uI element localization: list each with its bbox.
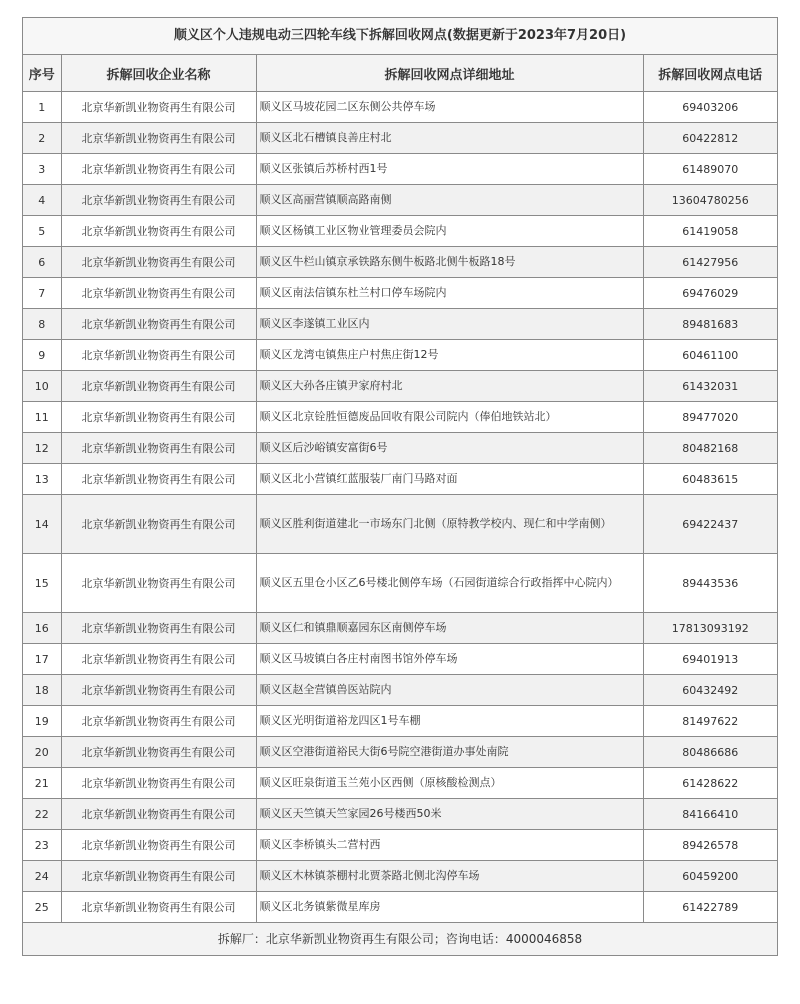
- row-company: 北京华新凯业物资再生有限公司: [61, 799, 256, 830]
- row-address: 顺义区木林镇茶棚村北贾茶路北侧北沟停车场: [256, 861, 643, 892]
- row-company: 北京华新凯业物资再生有限公司: [61, 154, 256, 185]
- row-phone: 69476029: [643, 278, 777, 309]
- row-index: 21: [23, 768, 61, 799]
- table-row: [23, 154, 777, 185]
- table-row: [23, 216, 777, 247]
- row-phone: 60461100: [643, 340, 777, 371]
- row-index: 10: [23, 371, 61, 402]
- row-phone: 69403206: [643, 92, 777, 123]
- row-address: 顺义区马坡花园二区东侧公共停车场: [256, 92, 643, 123]
- row-address: 顺义区龙湾屯镇焦庄户村焦庄街12号: [256, 340, 643, 371]
- row-address: 顺义区北小营镇红蓝服装厂南门马路对面: [256, 464, 643, 495]
- row-index: 6: [23, 247, 61, 278]
- row-phone: 81497622: [643, 706, 777, 737]
- table-row: [23, 464, 777, 495]
- row-address: 顺义区仁和镇鼎顺嘉园东区南侧停车场: [256, 613, 643, 644]
- row-address: 顺义区北石槽镇良善庄村北: [256, 123, 643, 154]
- row-company: 北京华新凯业物资再生有限公司: [61, 433, 256, 464]
- table-row: [23, 644, 777, 675]
- row-company: 北京华新凯业物资再生有限公司: [61, 309, 256, 340]
- table-row: [23, 309, 777, 340]
- row-index: 17: [23, 644, 61, 675]
- row-phone: 89426578: [643, 830, 777, 861]
- row-phone: 61427956: [643, 247, 777, 278]
- row-index: 4: [23, 185, 61, 216]
- row-company: 北京华新凯业物资再生有限公司: [61, 892, 256, 923]
- row-company: 北京华新凯业物资再生有限公司: [61, 340, 256, 371]
- header-company: 拆解回收企业名称: [61, 55, 256, 92]
- row-index: 23: [23, 830, 61, 861]
- row-index: 11: [23, 402, 61, 433]
- row-company: 北京华新凯业物资再生有限公司: [61, 185, 256, 216]
- row-company: 北京华新凯业物资再生有限公司: [61, 706, 256, 737]
- table-row: [23, 402, 777, 433]
- row-address: 顺义区大孙各庄镇尹家府村北: [256, 371, 643, 402]
- row-index: 15: [23, 554, 61, 613]
- table-row: [23, 92, 777, 123]
- row-index: 8: [23, 309, 61, 340]
- row-phone: 13604780256: [643, 185, 777, 216]
- row-company: 北京华新凯业物资再生有限公司: [61, 737, 256, 768]
- row-phone: 60459200: [643, 861, 777, 892]
- table-row: [23, 278, 777, 309]
- recycling-table-document: [22, 17, 778, 956]
- row-company: 北京华新凯业物资再生有限公司: [61, 554, 256, 613]
- row-address: 顺义区马坡镇白各庄村南图书馆外停车场: [256, 644, 643, 675]
- row-index: 19: [23, 706, 61, 737]
- row-phone: 69422437: [643, 495, 777, 554]
- row-company: 北京华新凯业物资再生有限公司: [61, 402, 256, 433]
- table-row: [23, 675, 777, 706]
- row-index: 22: [23, 799, 61, 830]
- row-address: 顺义区杨镇工业区物业管理委员会院内: [256, 216, 643, 247]
- header-address: 拆解回收网点详细地址: [256, 55, 643, 92]
- row-address: 顺义区李桥镇头二营村西: [256, 830, 643, 861]
- row-phone: 80482168: [643, 433, 777, 464]
- row-index: 20: [23, 737, 61, 768]
- table-row: [23, 706, 777, 737]
- row-company: 北京华新凯业物资再生有限公司: [61, 216, 256, 247]
- row-address: 顺义区五里仓小区乙6号楼北侧停车场（石园街道综合行政指挥中心院内）: [256, 554, 643, 613]
- table-row: [23, 830, 777, 861]
- row-phone: 69401913: [643, 644, 777, 675]
- row-address: 顺义区旺泉街道玉兰苑小区西侧（原核酸检测点）: [256, 768, 643, 799]
- row-address: 顺义区高丽营镇顺高路南侧: [256, 185, 643, 216]
- row-company: 北京华新凯业物资再生有限公司: [61, 644, 256, 675]
- table-row: [23, 495, 777, 554]
- row-index: 24: [23, 861, 61, 892]
- row-company: 北京华新凯业物资再生有限公司: [61, 861, 256, 892]
- row-phone: 61432031: [643, 371, 777, 402]
- table-row: [23, 340, 777, 371]
- row-phone: 60483615: [643, 464, 777, 495]
- row-index: 5: [23, 216, 61, 247]
- table-row: [23, 892, 777, 923]
- row-index: 9: [23, 340, 61, 371]
- row-phone: 89443536: [643, 554, 777, 613]
- row-phone: 89481683: [643, 309, 777, 340]
- table-row: [23, 185, 777, 216]
- row-phone: 60432492: [643, 675, 777, 706]
- row-company: 北京华新凯业物资再生有限公司: [61, 830, 256, 861]
- row-index: 16: [23, 613, 61, 644]
- row-phone: 89477020: [643, 402, 777, 433]
- table-row: [23, 371, 777, 402]
- row-index: 12: [23, 433, 61, 464]
- row-company: 北京华新凯业物资再生有限公司: [61, 278, 256, 309]
- table-header-row: [23, 55, 777, 92]
- table-row: [23, 861, 777, 892]
- row-phone: 61422789: [643, 892, 777, 923]
- row-index: 13: [23, 464, 61, 495]
- row-phone: 61489070: [643, 154, 777, 185]
- row-address: 顺义区光明街道裕龙四区1号车棚: [256, 706, 643, 737]
- row-address: 顺义区后沙峪镇安富街6号: [256, 433, 643, 464]
- table-row: [23, 768, 777, 799]
- row-address: 顺义区赵全营镇兽医站院内: [256, 675, 643, 706]
- row-address: 顺义区天竺镇天竺家园26号楼西50米: [256, 799, 643, 830]
- row-index: 7: [23, 278, 61, 309]
- table-row: [23, 613, 777, 644]
- row-address: 顺义区牛栏山镇京承铁路东侧牛板路北侧牛板路18号: [256, 247, 643, 278]
- row-index: 2: [23, 123, 61, 154]
- row-address: 顺义区北务镇紫微星库房: [256, 892, 643, 923]
- row-company: 北京华新凯业物资再生有限公司: [61, 123, 256, 154]
- table-row: [23, 737, 777, 768]
- row-company: 北京华新凯业物资再生有限公司: [61, 495, 256, 554]
- row-address: 顺义区胜利街道建北一市场东门北侧（原特教学校内、现仁和中学南侧）: [256, 495, 643, 554]
- row-address: 顺义区北京铨胜恒德废品回收有限公司院内（俸伯地铁站北）: [256, 402, 643, 433]
- row-company: 北京华新凯业物资再生有限公司: [61, 464, 256, 495]
- row-phone: 84166410: [643, 799, 777, 830]
- row-phone: 61428622: [643, 768, 777, 799]
- row-address: 顺义区张镇后苏桥村西1号: [256, 154, 643, 185]
- row-company: 北京华新凯业物资再生有限公司: [61, 613, 256, 644]
- row-index: 3: [23, 154, 61, 185]
- table-row: [23, 799, 777, 830]
- row-company: 北京华新凯业物资再生有限公司: [61, 768, 256, 799]
- header-index: 序号: [23, 55, 61, 92]
- recycling-points-table: [23, 55, 777, 923]
- row-address: 顺义区空港街道裕民大街6号院空港街道办事处南院: [256, 737, 643, 768]
- row-company: 北京华新凯业物资再生有限公司: [61, 371, 256, 402]
- row-company: 北京华新凯业物资再生有限公司: [61, 92, 256, 123]
- row-index: 25: [23, 892, 61, 923]
- row-phone: 61419058: [643, 216, 777, 247]
- row-index: 1: [23, 92, 61, 123]
- table-row: [23, 123, 777, 154]
- row-phone: 80486686: [643, 737, 777, 768]
- row-index: 14: [23, 495, 61, 554]
- table-row: [23, 247, 777, 278]
- row-company: 北京华新凯业物资再生有限公司: [61, 675, 256, 706]
- page-title: 顺义区个人违规电动三四轮车线下拆解回收网点(数据更新于2023年7月20日): [23, 18, 777, 55]
- table-row: [23, 554, 777, 613]
- row-phone: 17813093192: [643, 613, 777, 644]
- row-address: 顺义区南法信镇东杜兰村口停车场院内: [256, 278, 643, 309]
- row-address: 顺义区李遂镇工业区内: [256, 309, 643, 340]
- row-phone: 60422812: [643, 123, 777, 154]
- footer-note: 拆解厂：北京华新凯业物资再生有限公司；咨询电话：4000046858: [23, 923, 777, 955]
- table-row: [23, 433, 777, 464]
- row-index: 18: [23, 675, 61, 706]
- header-phone: 拆解回收网点电话: [643, 55, 777, 92]
- row-company: 北京华新凯业物资再生有限公司: [61, 247, 256, 278]
